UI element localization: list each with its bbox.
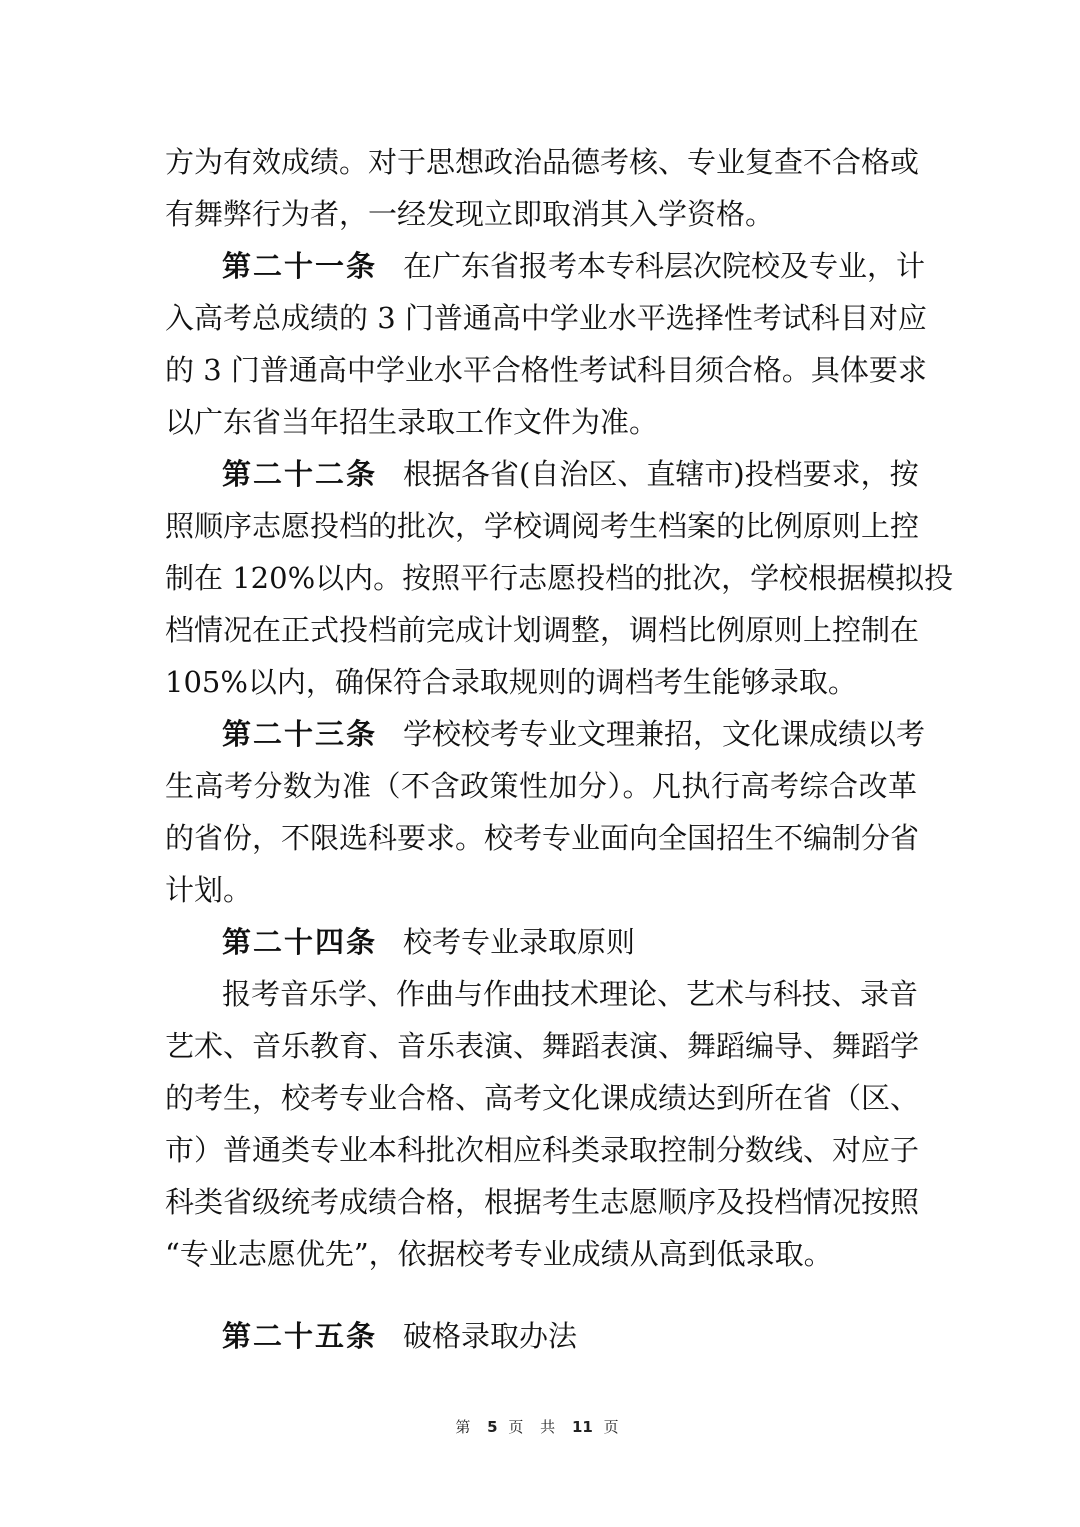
article-21-first-line [222, 246, 926, 286]
article-24-title: 第二十四条 [222, 925, 378, 959]
paragraph-line: 报考音乐学、作曲与作曲技术理论、艺术与科技、录音 [222, 977, 919, 1011]
article-24-text: 校考专业录取原则 [403, 925, 636, 959]
paragraph-line: 档情况在正式投档前完成计划调整，调档比例原则上控制在 [165, 613, 920, 647]
paragraph-line: 生高考分数为准（不含政策性加分）。凡执行高考综合改革 [165, 769, 917, 803]
paragraph-line: 计划。 [165, 873, 253, 907]
footer-middle: 页 共 [508, 1418, 562, 1436]
paragraph-line: 入高考总成绩的 3 门普通高中学业水平选择性考试科目对应 [165, 301, 927, 335]
article-22-title: 第二十二条 [222, 457, 378, 491]
page-footer [0, 1417, 1080, 1437]
article-25-text: 破格录取办法 [403, 1319, 578, 1353]
paragraph-line: 有舞弊行为者，一经发现立即取消其入学资格。 [165, 197, 775, 231]
paragraph-line: 方为有效成绩。对于思想政治品德考核、专业复查不合格或 [165, 145, 920, 179]
footer-suffix: 页 [603, 1418, 625, 1436]
footer-prefix: 第 [455, 1418, 477, 1436]
article-23-first-line [222, 714, 926, 754]
article-21-title: 第二十一条 [222, 249, 378, 283]
paragraph-line: 105%以内，确保符合录取规则的调档考生能够录取。 [165, 665, 857, 699]
article-25-first-line [222, 1316, 917, 1356]
article-23-text: 学校校考专业文理兼招，文化课成绩以考 [403, 717, 926, 751]
paragraph-line: 以广东省当年招生录取工作文件为准。 [165, 405, 659, 439]
article-21-text: 在广东省报考本专科层次院校及专业，计 [403, 249, 926, 283]
footer-total-pages: 11 [571, 1418, 593, 1436]
paragraph-line: 的考生，校考专业合格、高考文化课成绩达到所在省（区、 [165, 1081, 920, 1115]
paragraph-line: 的 3 门普通高中学业水平合格性考试科目须合格。具体要求 [165, 353, 927, 387]
article-24-first-line [222, 922, 917, 962]
paragraph-line: 照顺序志愿投档的批次，学校调阅考生档案的比例原则上控 [165, 509, 920, 543]
paragraph-line: 艺术、音乐教育、音乐表演、舞蹈表演、舞蹈编导、舞蹈学 [165, 1029, 920, 1063]
paragraph-line: 科类省级统考成绩合格，根据考生志愿顺序及投档情况按照 [165, 1185, 920, 1219]
paragraph-line: “专业志愿优先”，依据校考专业成绩从高到低录取。 [165, 1237, 833, 1271]
paragraph-line: 制在 120%以内。按照平行志愿投档的批次，学校根据模拟投 [165, 561, 954, 595]
article-25-title: 第二十五条 [222, 1319, 378, 1353]
paragraph-line: 的省份，不限选科要求。校考专业面向全国招生不编制分省 [165, 821, 920, 855]
footer-page-number: 5 [487, 1418, 498, 1436]
article-22-first-line [222, 454, 917, 494]
article-23-title: 第二十三条 [222, 717, 378, 751]
article-22-text: 根据各省(自治区、直辖市)投档要求，按 [403, 457, 919, 491]
paragraph-line: 市）普通类专业本科批次相应科类录取控制分数线、对应子 [165, 1133, 920, 1167]
